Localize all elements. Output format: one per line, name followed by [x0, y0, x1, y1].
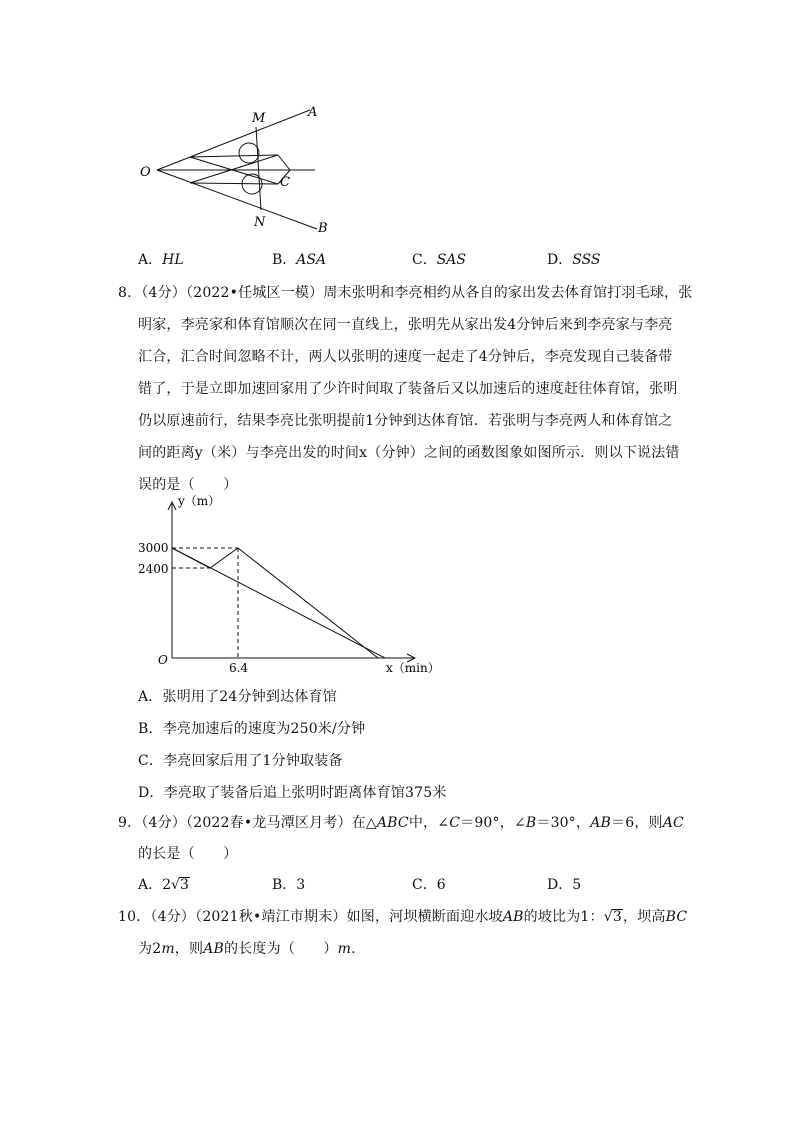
q8-y-tick-2400: 2400: [138, 562, 169, 576]
q7-label-B: B: [318, 221, 328, 236]
q8-y-tick-3000: 3000: [138, 541, 169, 555]
q7-label-C: C: [280, 175, 290, 190]
q7-label-M: M: [252, 111, 266, 126]
q8-function-graph: [130, 490, 450, 680]
q8-y-axis-label: y（m）: [178, 494, 221, 508]
q7-option-d: D．SSS: [547, 252, 601, 268]
q9-option-c: C．6: [412, 877, 446, 893]
q9-option-b: B．3: [272, 877, 306, 893]
q7-label-N: N: [254, 215, 266, 230]
q7-option-b: B．ASA: [272, 252, 327, 268]
q7-angle-figure: [130, 100, 350, 240]
q8-line-2: 明家，李亮家和体育馆顺次在同一直线上，张明先从家出发4分钟后来到李亮家与李亮: [138, 317, 673, 333]
q8-origin-label: O: [158, 653, 168, 667]
q7-option-a: A．HL: [138, 252, 184, 268]
q8-x-axis-label: x（min）: [386, 661, 440, 675]
q8-option-c: C．李亮回家后用了1分钟取装备: [138, 753, 343, 769]
q9-option-d: D．5: [547, 877, 582, 893]
q8-line-3: 汇合，汇合时间忽略不计，两人以张明的速度一起走了4分钟后，李亮发现自己装备带: [138, 349, 673, 365]
q8-option-b: B．李亮加速后的速度为250米/分钟: [138, 721, 366, 737]
q9-line-1: 9．（4分）（2022春•龙马潭区月考）在△ABC中，∠C＝90°，∠B＝30°，AB＝6，则AC: [118, 815, 684, 831]
q8-line-5: 仍以原速前行，结果李亮比张明提前1分钟到达体育馆．若张明与李亮两人和体育馆之: [138, 413, 673, 429]
q10-line-2: 为2m，则AB的长度为（ ）m．: [138, 941, 366, 957]
q10-line-1: 10．（4分）（2021秋•靖江市期末）如图，河坝横断面迎水坡AB的坡比为1：√3，坝高BC: [118, 909, 688, 925]
q8-option-d: D．李亮取了装备后追上张明时距离体育馆375米: [138, 785, 447, 801]
q7-label-A: A: [308, 105, 318, 120]
q7-label-O: O: [140, 165, 151, 180]
q7-option-c: C．SAS: [412, 252, 467, 268]
q8-option-a: A．张明用了24分钟到达体育馆: [138, 689, 337, 705]
q8-line-7: 误的是（ ）: [138, 477, 238, 493]
q9-option-a: A．2√3: [138, 877, 189, 893]
q9-line-2: 的长是（ ）: [138, 846, 238, 862]
q8-line-4: 错了，于是立即加速回家用了少许时间取了装备后又以加速后的速度赶往体育馆，张明: [138, 381, 678, 397]
q8-line-6: 间的距离y（米）与李亮出发的时间x（分钟）之间的函数图象如图所示．则以下说法错: [138, 445, 680, 461]
q8-line-1: 8．（4分）（2022•任城区一模）周末张明和李亮相约从各自的家出发去体育馆打羽毛球，张: [118, 285, 693, 301]
q8-x-tick-6-4: 6.4: [229, 661, 249, 675]
